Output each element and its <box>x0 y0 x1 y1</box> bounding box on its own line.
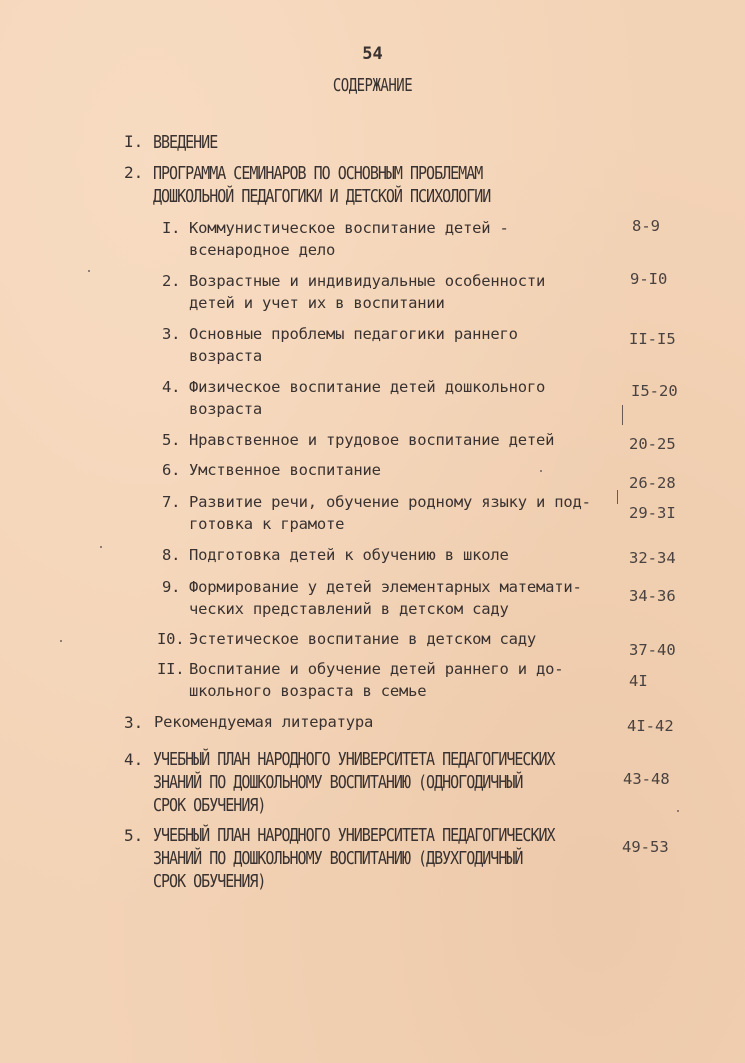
subsection-number: 3. <box>162 325 181 343</box>
subsection-title-line: Воспитание и обучение детей раннего и до- <box>189 660 564 678</box>
section-title: ВВЕДЕНИЕ <box>153 131 218 153</box>
scan-speck <box>100 546 102 548</box>
section-title-line: СРОК ОБУЧЕНИЯ) <box>153 794 266 816</box>
subsection-pages: 26-28 <box>629 474 676 492</box>
scan-mark <box>617 490 618 504</box>
page-number: 54 <box>362 44 383 64</box>
subsection-title-line: Основные проблемы педагогики раннего <box>189 325 518 343</box>
subsection-title-line: Умственное воспитание <box>189 461 381 479</box>
section-title-line: ЗНАНИЙ ПО ДОШКОЛЬНОМУ ВОСПИТАНИЮ (ОДНОГОДИЧНЫЙ <box>153 771 523 793</box>
subsection-number: 6. <box>162 461 181 479</box>
subsection-number: 2. <box>162 272 181 290</box>
section-title-line: ЗНАНИЙ ПО ДОШКОЛЬНОМУ ВОСПИТАНИЮ (ДВУХГОДИЧНЫЙ <box>153 847 523 869</box>
section-title-line: СРОК ОБУЧЕНИЯ) <box>153 870 266 892</box>
subsection-title-line: всенародное дело <box>189 241 336 259</box>
section-number: 4. <box>124 750 144 769</box>
subsection-pages: II-I5 <box>629 330 676 348</box>
subsection-pages: 37-40 <box>629 641 676 659</box>
subsection-title-line: Подготовка детей к обучению в школе <box>189 546 509 564</box>
subsection-title-line: Развитие речи, обучение родному языку и под- <box>189 493 591 511</box>
section-pages: 43-48 <box>623 770 670 788</box>
subsection-pages: 32-34 <box>629 549 676 567</box>
section-number: 3. <box>124 713 144 732</box>
section-title: Рекомендуемая литература <box>154 713 374 731</box>
subsection-title-line: Формирование у детей элементарных математи- <box>189 578 582 596</box>
scan-mark <box>622 405 623 425</box>
subsection-number: 8. <box>162 546 181 564</box>
section-title-line: УЧЕБНЫЙ ПЛАН НАРОДНОГО УНИВЕРСИТЕТА ПЕДАГОГИЧЕСКИХ <box>153 824 555 846</box>
scan-speck <box>677 810 679 812</box>
subsection-pages: 4I <box>629 672 648 690</box>
subsection-title-line: возраста <box>189 347 263 365</box>
scan-speck <box>540 470 542 472</box>
subsection-title-line: возраста <box>189 400 263 418</box>
section-pages: 49-53 <box>622 838 669 856</box>
subsection-number: 9. <box>162 578 181 596</box>
subsection-number: II. <box>157 660 185 678</box>
scan-speck <box>88 270 90 272</box>
section-pages: 4I-42 <box>627 717 674 735</box>
subsection-title-line: готовка к грамоте <box>189 515 345 533</box>
subsection-pages: 29-3I <box>629 504 676 522</box>
section-title-line: ПРОГРАММА СЕМИНАРОВ ПО ОСНОВНЫМ ПРОБЛЕМАМ <box>153 162 483 184</box>
page-title: СОДЕРЖАНИЕ <box>332 76 413 96</box>
section-number: 2. <box>124 163 144 182</box>
subsection-title-line: Коммунистическое воспитание детей - <box>189 219 509 237</box>
subsection-number: 4. <box>162 378 181 396</box>
subsection-pages: 34-36 <box>629 587 676 605</box>
subsection-title-line: Возрастные и индивидуальные особенности <box>189 272 546 290</box>
subsection-title-line: детей и учет их в воспитании <box>189 294 445 312</box>
section-title-line: УЧЕБНЫЙ ПЛАН НАРОДНОГО УНИВЕРСИТЕТА ПЕДАГОГИЧЕСКИХ <box>153 748 555 770</box>
subsection-pages: 20-25 <box>629 435 676 453</box>
subsection-pages: I5-20 <box>631 382 678 400</box>
subsection-title-line: ческих представлений в детском саду <box>189 600 509 618</box>
subsection-number: I. <box>162 219 181 237</box>
subsection-title-line: Эстетическое воспитание в детском саду <box>189 630 537 648</box>
subsection-title-line: школьного возраста в семье <box>189 682 427 700</box>
subsection-title-line: Нравственное и трудовое воспитание детей <box>189 431 555 449</box>
subsection-title-line: Физическое воспитание детей дошкольного <box>189 378 546 396</box>
subsection-pages: 9-I0 <box>630 270 668 288</box>
section-title-line: ДОШКОЛЬНОЙ ПЕДАГОГИКИ И ДЕТСКОЙ ПСИХОЛОГИИ <box>153 185 491 207</box>
subsection-number: I0. <box>157 630 185 648</box>
subsection-number: 7. <box>162 493 181 511</box>
section-number: I. <box>124 132 144 151</box>
section-number: 5. <box>124 826 144 845</box>
subsection-number: 5. <box>162 431 181 449</box>
subsection-pages: 8-9 <box>632 217 660 235</box>
scan-speck <box>60 640 62 642</box>
